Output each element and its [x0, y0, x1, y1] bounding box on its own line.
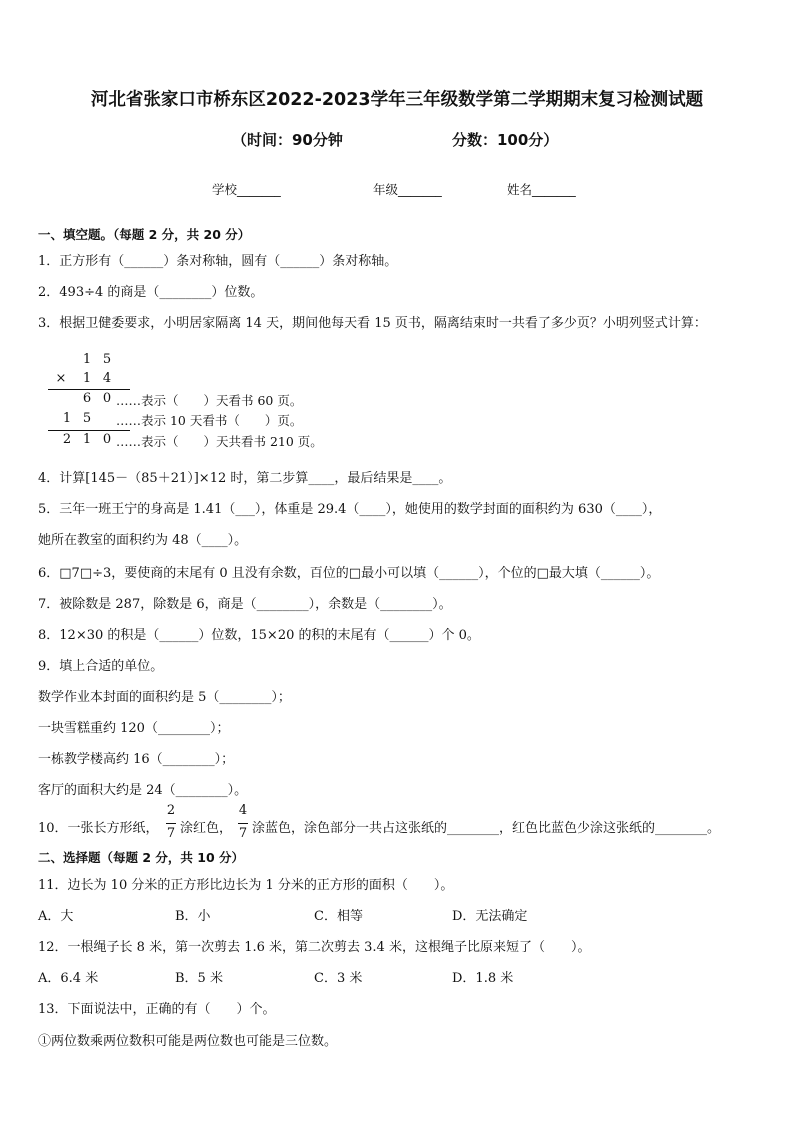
question-1: 1．正方形有（______）条对称轴，圆有（______）条对称轴。: [38, 254, 398, 269]
question-11-option-b: B．小: [175, 909, 211, 924]
calc-line-1: [48, 389, 130, 390]
calc-r4-note: ……表示 10 天看书（ ）页。: [116, 413, 303, 428]
page-title: 河北省张家口市桥东区2022-2023学年三年级数学第二学期期末复习检测试题: [90, 90, 704, 110]
exam-time: （时间：90分钟: [232, 131, 343, 149]
fraction-2-numerator: 4: [238, 803, 248, 818]
calc-r3-note: ……表示（ ）天看书 60 页。: [116, 393, 303, 408]
calc-line-2: [48, 430, 130, 431]
question-13-statement-1: ①两位数乘两位数积可能是两位数也可能是三位数。: [38, 1034, 338, 1049]
calc-r2-d2: 4: [102, 371, 112, 386]
calc-r4-d1: 1: [62, 411, 72, 426]
question-6: 6．□7□÷3，要使商的末尾有 0 且没有余数，百位的□最小可以填（______），个位的□最大填（______）。: [38, 566, 660, 581]
calc-multiply-sign: ×: [55, 371, 67, 386]
fraction-1-bar: [166, 823, 176, 824]
exam-score: 分数：100分）: [452, 131, 559, 149]
question-9: 9．填上合适的单位。: [38, 659, 164, 674]
calc-r1-d1: 1: [82, 352, 92, 367]
section-choice-title: 二、选择题（每题 2 分，共 10 分）: [38, 850, 245, 865]
calc-r3-d1: 6: [82, 391, 92, 406]
calc-r5-d1: 2: [62, 432, 72, 447]
question-12-option-c: C．3 米: [314, 971, 363, 986]
fraction-2-bar: [238, 823, 248, 824]
calc-r4-d2: 5: [82, 411, 92, 426]
question-2: 2．493÷4 的商是（________）位数。: [38, 285, 264, 300]
calc-r5-note: ……表示（ ）天共看书 210 页。: [116, 434, 323, 449]
calc-r5-d2: 1: [82, 432, 92, 447]
fraction-1-numerator: 2: [166, 803, 176, 818]
question-10-part-a: 10．一张长方形纸，: [38, 821, 159, 836]
calc-r1-d2: 5: [102, 352, 112, 367]
question-9-c: 一栋教学楼高约 16（________）；: [38, 752, 235, 767]
question-7: 7．被除数是 287，除数是 6，商是（________），余数是（________）。: [38, 597, 452, 612]
question-13: 13．下面说法中，正确的有（ ）个。: [38, 1002, 276, 1017]
question-11-option-c: C．相等: [314, 909, 363, 924]
question-10-part-c: 涂蓝色，涂色部分一共占这张纸的________，红色比蓝色少涂这张纸的________。: [252, 821, 721, 836]
question-3: 3．根据卫健委要求，小明居家隔离 14 天，期间他每天看 15 页书，隔离结束时一共看了多少页？小明列竖式计算：: [38, 316, 707, 331]
question-12-option-d: D．1.8 米: [452, 971, 514, 986]
question-9-a: 数学作业本封面的面积约是 5（________）；: [38, 690, 291, 705]
calc-r2-d1: 1: [82, 371, 92, 386]
question-9-d: 客厅的面积大约是 24（________）。: [38, 783, 248, 798]
question-5-line-1: 5．三年一班王宁的身高是 1.41（___），体重是 29.4（____），她使用的数学封面的面积约为 630（____），: [38, 502, 662, 517]
question-9-b: 一块雪糕重约 120（________）；: [38, 721, 230, 736]
grade-field: 年级_______: [373, 182, 442, 197]
question-4: 4．计算[145－（85＋21）]×12 时，第二步算____，最后结果是____。: [38, 471, 452, 486]
question-5-line-2: 她所在教室的面积约为 48（____）。: [38, 533, 248, 548]
question-11: 11．边长为 10 分米的正方形比边长为 1 分米的正方形的面积（ ）。: [38, 878, 454, 893]
question-12: 12．一根绳子长 8 米，第一次剪去 1.6 米，第二次剪去 3.4 米，这根绳子比原来短了（ ）。: [38, 940, 591, 955]
school-field: 学校_______: [212, 182, 281, 197]
question-11-option-d: D．无法确定: [452, 909, 528, 924]
section-fill-blank-title: 一、填空题。（每题 2 分，共 20 分）: [38, 227, 251, 242]
question-11-option-a: A．大: [38, 909, 74, 924]
calc-r5-d3: 0: [102, 432, 112, 447]
fraction-1-denominator: 7: [166, 826, 176, 841]
question-10-part-b: 涂红色，: [180, 821, 233, 836]
name-field: 姓名_______: [507, 182, 576, 197]
question-8: 8．12×30 的积是（______）位数，15×20 的积的末尾有（______）个 0。: [38, 628, 480, 643]
calc-r3-d2: 0: [102, 391, 112, 406]
fraction-2-denominator: 7: [238, 826, 248, 841]
question-12-option-a: A．6.4 米: [38, 971, 99, 986]
question-12-option-b: B．5 米: [175, 971, 223, 986]
